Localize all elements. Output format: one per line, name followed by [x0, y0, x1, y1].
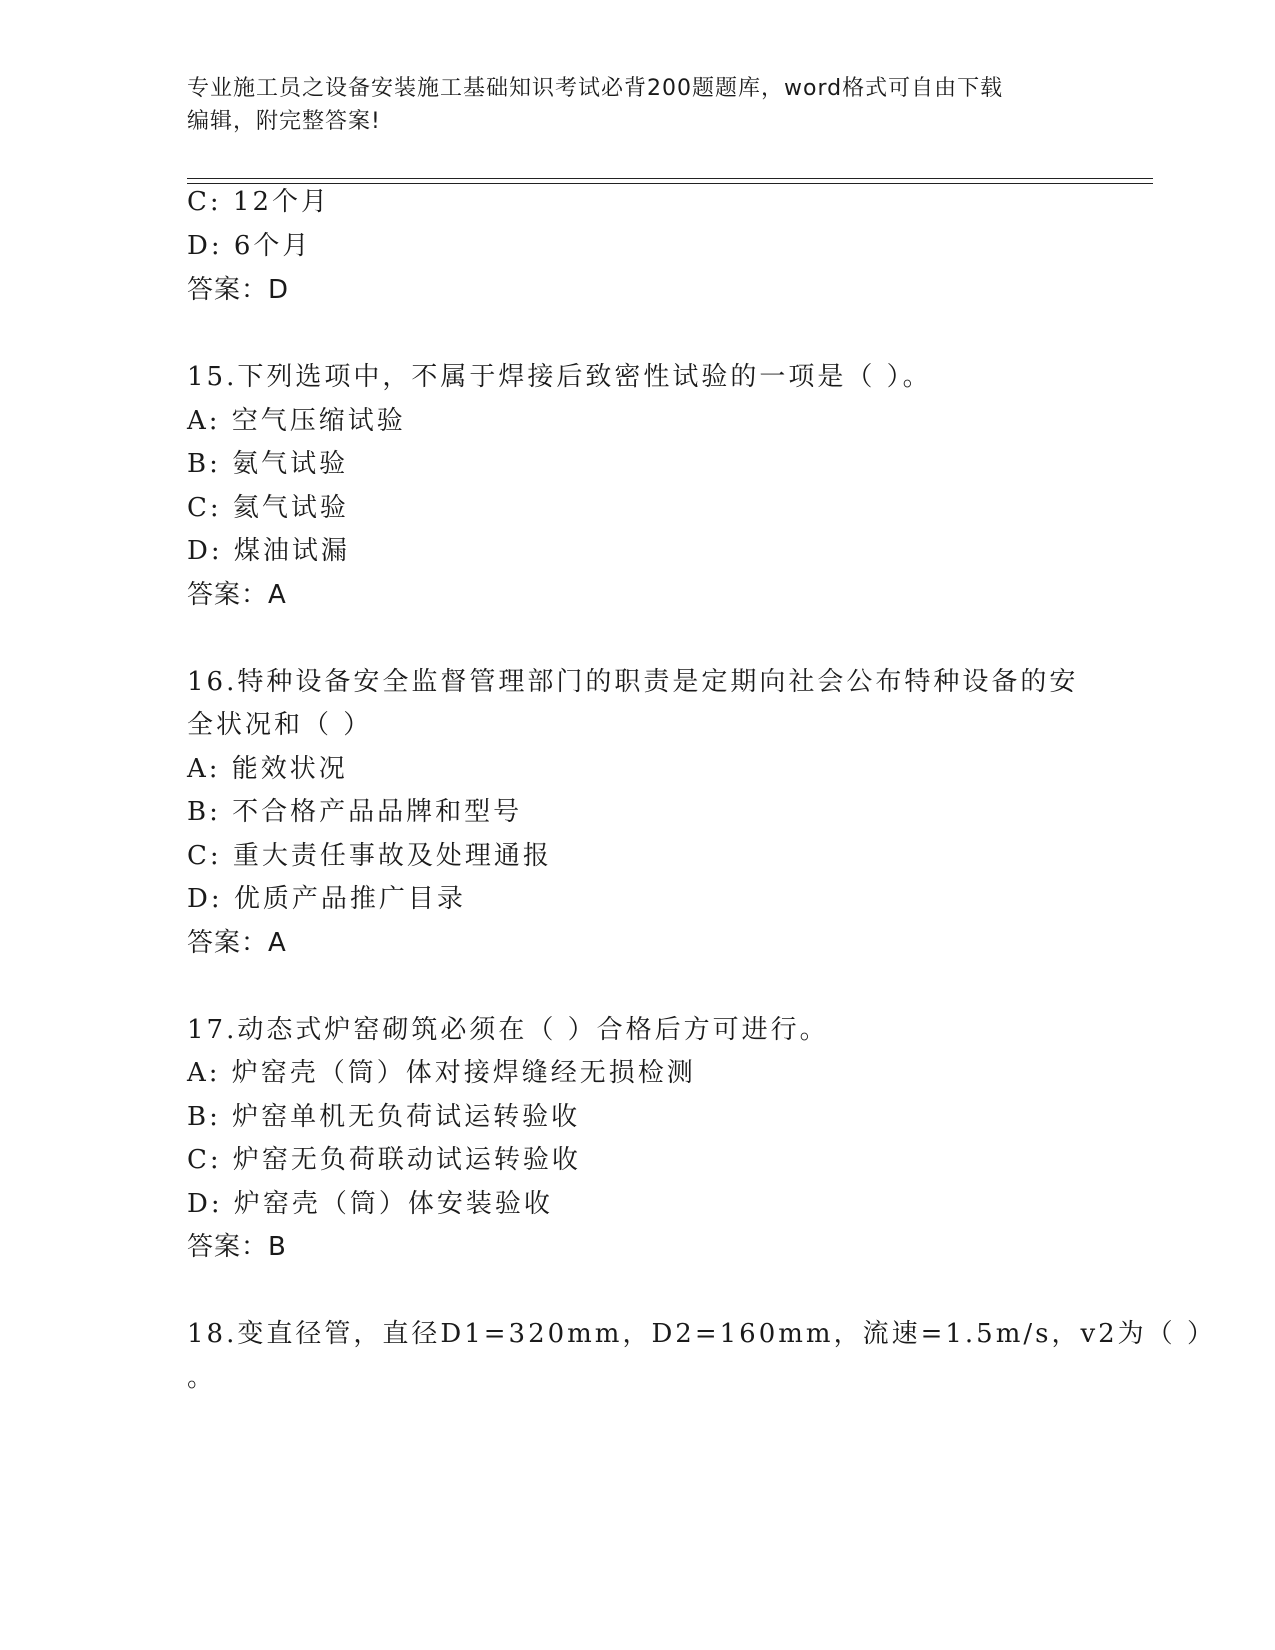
option-d: D: 6个月 — [187, 231, 312, 261]
header-title-line-1: 专业施工员之设备安装施工基础知识考试必背200题题库，word格式可自由下载 — [187, 76, 1004, 101]
question-16-option-d: D: 优质产品推广目录 — [187, 884, 466, 914]
question-16-option-c: C: 重大责任事故及处理通报 — [187, 841, 552, 871]
question-15-option-a: A: 空气压缩试验 — [187, 406, 406, 436]
question-16-option-a: A: 能效状况 — [187, 754, 348, 784]
question-15-answer: 答案：A — [187, 580, 287, 610]
header-divider-top — [187, 178, 1153, 179]
answer: 答案：D — [187, 275, 290, 305]
question-17-option-c: C: 炉窑无负荷联动试运转验收 — [187, 1145, 581, 1175]
question-16-stem-line-2: 全状况和（ ） — [187, 710, 373, 740]
option-c: C: 12个月 — [187, 187, 331, 217]
question-16-option-b: B: 不合格产品品牌和型号 — [187, 797, 523, 827]
question-15-option-c: C: 氦气试验 — [187, 493, 349, 523]
document-header — [187, 72, 1067, 138]
question-15-stem: 15.下列选项中，不属于焊接后致密性试验的一项是（ ）。 — [187, 362, 932, 392]
question-17-option-d: D: 炉窑壳（筒）体安装验收 — [187, 1189, 553, 1219]
question-17-option-b: B: 炉窑单机无负荷试运转验收 — [187, 1102, 581, 1132]
question-17-option-a: A: 炉窑壳（筒）体对接焊缝经无损检测 — [187, 1058, 696, 1088]
header-title-line-2: 编辑，附完整答案! — [187, 109, 381, 134]
question-17-answer: 答案：B — [187, 1232, 287, 1262]
question-18-stem-line-2: 。 — [187, 1363, 217, 1393]
question-16-stem-line-1: 16.特种设备安全监督管理部门的职责是定期向社会公布特种设备的安 — [187, 667, 1079, 697]
question-15-option-d: D: 煤油试漏 — [187, 536, 350, 566]
header-divider-bottom — [187, 183, 1153, 184]
question-16-answer: 答案：A — [187, 928, 287, 958]
question-15-option-b: B: 氨气试验 — [187, 449, 349, 479]
question-17-stem: 17.动态式炉窑砌筑必须在（ ）合格后方可进行。 — [187, 1015, 829, 1045]
question-18-stem-line-1: 18.变直径管，直径D1=320mm，D2=160mm，流速=1.5m/s，v2为（ ） — [187, 1319, 1216, 1349]
